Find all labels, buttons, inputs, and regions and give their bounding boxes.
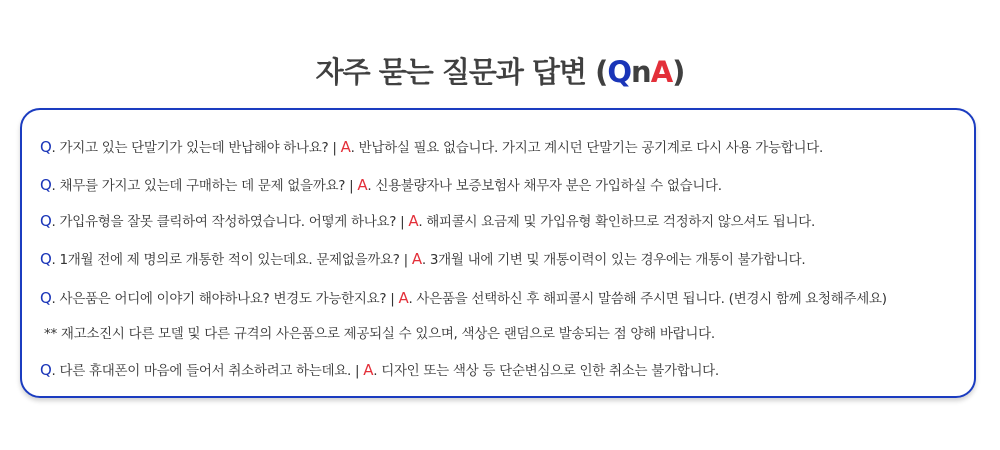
faq-answer: 3개월 내에 기변 및 개통이력이 있는 경우에는 개통이 불가합니다. bbox=[429, 252, 806, 268]
faq-answer: 사은품을 선택하신 후 해피콜시 말씀해 주시면 됩니다. (변경시 함께 요청해주세요) bbox=[416, 291, 887, 307]
faq-question: 1개월 전에 제 명의로 개통한 적이 있는데요. 문제없을까요? bbox=[59, 252, 400, 268]
separator: | bbox=[386, 291, 399, 307]
a-label: A bbox=[408, 212, 419, 230]
title-q: Q bbox=[607, 55, 632, 89]
faq-item-5: Q. 사은품은 어디에 이야기 해야하나요? 변경도 가능한지요? | A. 사은품을 선택하신 후 해피콜시 말씀해 주시면 됩니다. (변경시 함께 요청해주세요) bbox=[40, 289, 887, 307]
q-label: Q bbox=[40, 138, 52, 156]
faq-answer: 반납하실 필요 없습니다. 가지고 계시던 단말기는 공기계로 다시 사용 가능합니다. bbox=[358, 140, 823, 156]
faq-question: 채무를 가지고 있는데 구매하는 데 문제 없을까요? bbox=[59, 178, 346, 194]
faq-question: 가입유형을 잘못 클릭하여 작성하였습니다. 어떻게 하나요? bbox=[59, 214, 397, 230]
faq-answer: 해피콜시 요금제 및 가입유형 확인하므로 걱정하지 않으셔도 됩니다. bbox=[426, 214, 815, 230]
title-n: n bbox=[631, 55, 651, 89]
a-label: A bbox=[398, 289, 409, 307]
a-label: A bbox=[411, 250, 422, 268]
title-text: 자주 묻는 질문과 답변 bbox=[315, 55, 586, 89]
q-label: Q bbox=[40, 289, 52, 307]
faq-item-1: Q. 가지고 있는 단말기가 있는데 반납해야 하나요? | A. 반납하실 필요 없습니다. 가지고 계시던 단말기는 공기계로 다시 사용 가능합니다. bbox=[40, 138, 823, 156]
separator: | bbox=[345, 178, 358, 194]
q-label: Q bbox=[40, 176, 52, 194]
a-label: A bbox=[340, 138, 351, 156]
page-title bbox=[0, 50, 1000, 91]
title-paren-open: ( bbox=[595, 55, 608, 89]
faq-question: 사은품은 어디에 이야기 해야하나요? 변경도 가능한지요? bbox=[59, 291, 387, 307]
faq-item-6: Q. 다른 휴대폰이 마음에 들어서 취소하려고 하는데요. | A. 디자인 또는 색상 등 단순변심으로 인한 취소는 불가합니다. bbox=[40, 361, 719, 379]
separator: | bbox=[399, 252, 412, 268]
separator: | bbox=[351, 363, 364, 379]
title-a: A bbox=[650, 55, 673, 89]
a-label: A bbox=[357, 176, 368, 194]
separator: | bbox=[328, 140, 341, 156]
faq-item-2: Q. 채무를 가지고 있는데 구매하는 데 문제 없을까요? | A. 신용불량자나 보증보험사 채무자 분은 가입하실 수 없습니다. bbox=[40, 176, 722, 194]
q-label: Q bbox=[40, 212, 52, 230]
faq-answer: 디자인 또는 색상 등 단순변심으로 인한 취소는 불가합니다. bbox=[381, 363, 719, 379]
faq-answer: 신용불량자나 보증보험사 채무자 분은 가입하실 수 없습니다. bbox=[375, 178, 722, 194]
a-label: A bbox=[363, 361, 374, 379]
title-paren-close: ) bbox=[672, 55, 685, 89]
faq-note: ** 재고소진시 다른 모델 및 다른 규격의 사은품으로 제공되실 수 있으며, 색상은 랜덤으로 발송되는 점 양해 바랍니다. bbox=[44, 326, 715, 342]
faq-question: 가지고 있는 단말기가 있는데 반납해야 하나요? bbox=[59, 140, 329, 156]
faq-question: 다른 휴대폰이 마음에 들어서 취소하려고 하는데요. bbox=[59, 363, 352, 379]
faq-item-3: Q. 가입유형을 잘못 클릭하여 작성하였습니다. 어떻게 하나요? | A. 해피콜시 요금제 및 가입유형 확인하므로 걱정하지 않으셔도 됩니다. bbox=[40, 212, 815, 230]
q-label: Q bbox=[40, 361, 52, 379]
faq-item-4: Q. 1개월 전에 제 명의로 개통한 적이 있는데요. 문제없을까요? | A. 3개월 내에 기변 및 개통이력이 있는 경우에는 개통이 불가합니다. bbox=[40, 250, 806, 268]
q-label: Q bbox=[40, 250, 52, 268]
separator: | bbox=[396, 214, 409, 230]
